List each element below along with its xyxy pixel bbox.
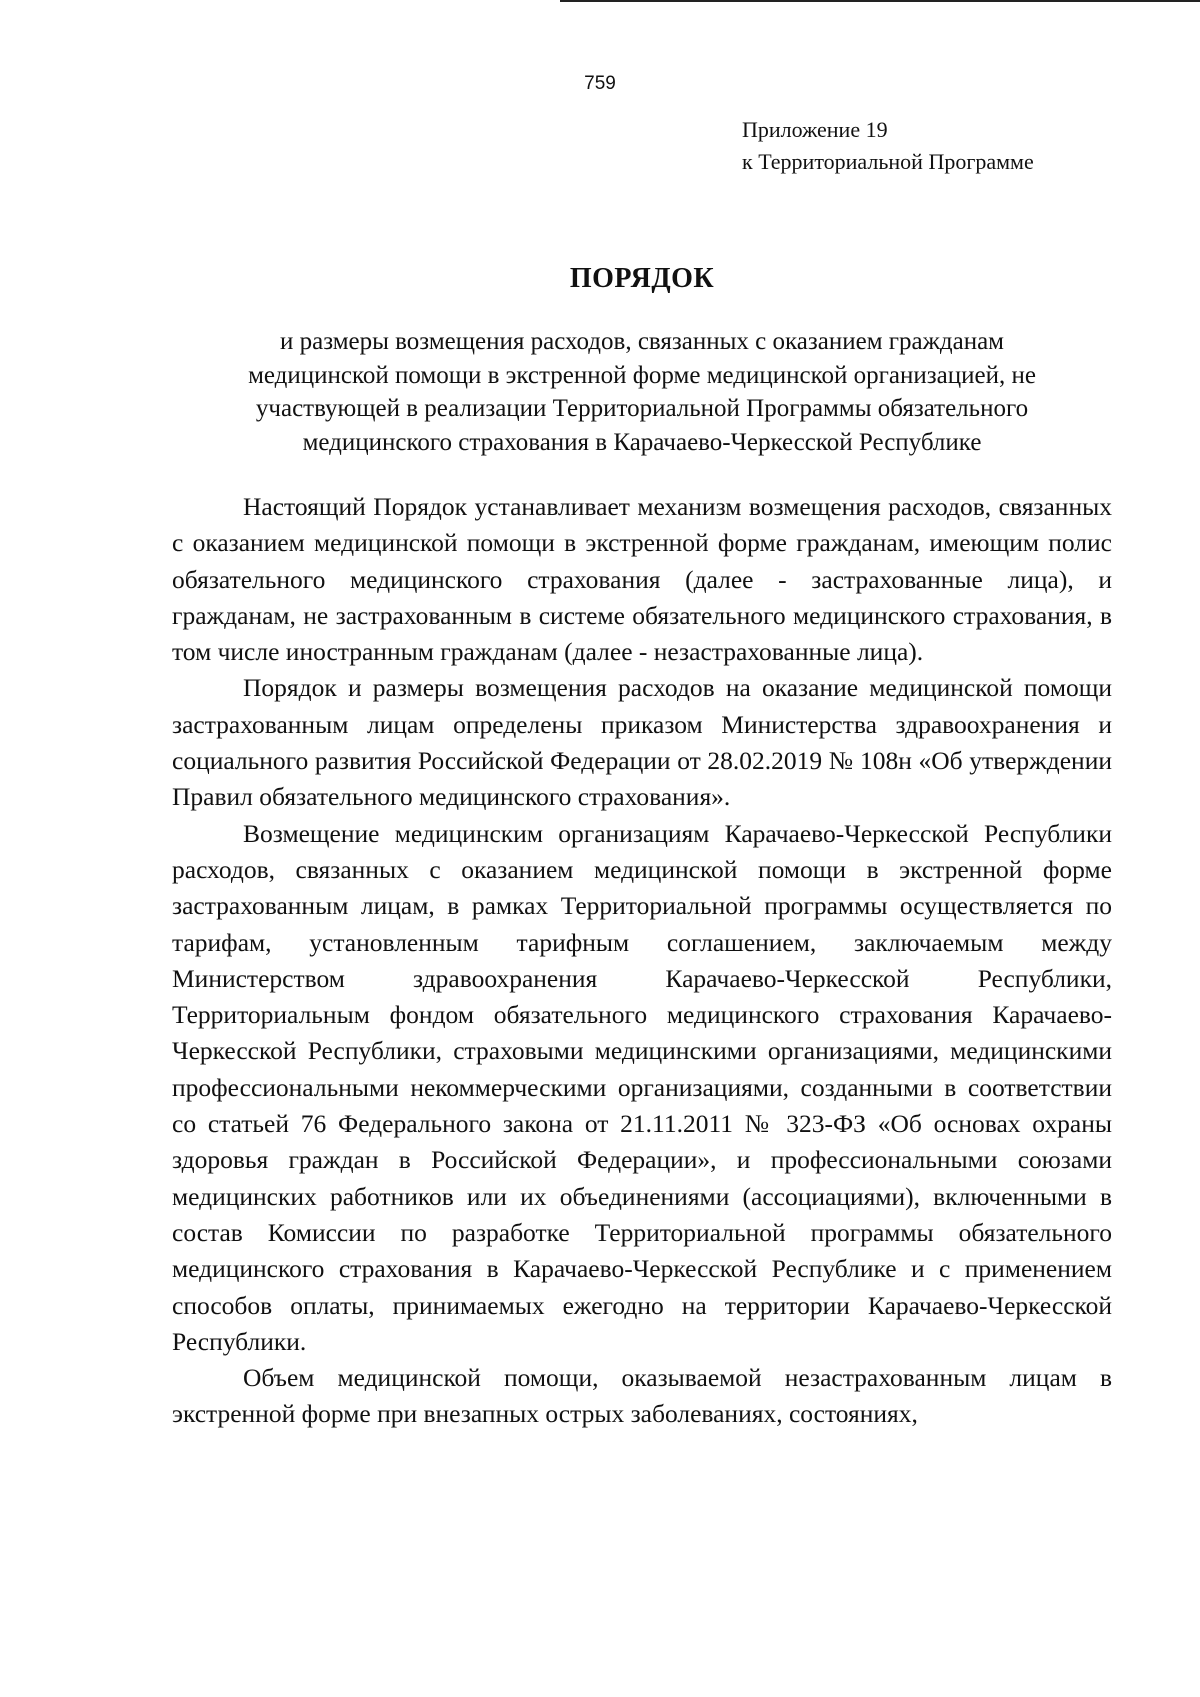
subtitle-line: медицинской помощи в экстренной форме медицинской организацией, не bbox=[248, 361, 1036, 389]
annex-line-2: к Территориальной Программе bbox=[742, 149, 1034, 174]
page-number: 759 bbox=[584, 73, 616, 94]
subtitle-line: участвующей в реализации Территориальной Программы обязательного bbox=[255, 395, 1029, 422]
subtitle-line: и размеры возмещения расходов, связанных с оказанием гражданам bbox=[279, 328, 1005, 355]
paragraph: Возмещение медицинским организациям Карачаево-Черкесской Республики расходов, связанных с оказанием медицинской помощи в экстренной форме застрахованным лицам, в рамках Территориальной программы осуществляется по тарифам, установленным тарифным соглашением, заключаемым между Министерством здравоохранения Карачаево-Черкесской Республики, Территориальным фондом обязательного медицинского страхования Карачаево-Черкесской Республики, страховыми медицинскими организациями, медицинскими профессиональными некоммерческими организациями, созданными в соответствии со статьей 76 Федерального закона от 21.11.2011 № 323-ФЗ «Об основах охраны здоровья граждан в Российской Федерации», и профессиональными союзами медицинских работников или их объединениями (ассоциациями), включенными в состав Комиссии по разработке Территориальной программы обязательного медицинского страхования в Карачаево-Черкесской Республике и с применением способов оплаты, принимаемых ежегодно на территории Карачаево-Черкесской Республики. bbox=[172, 818, 1112, 1356]
paragraph: Объем медицинской помощи, оказываемой незастрахованным лицам в экстренной форме при внезапных острых заболеваниях, состояниях, bbox=[172, 1363, 1112, 1429]
document-title: ПОРЯДОК bbox=[569, 263, 715, 294]
annex-reference bbox=[742, 114, 1034, 178]
scan-edge-line bbox=[560, 0, 1200, 2]
document-body bbox=[172, 489, 1112, 1433]
subtitle-line: медицинского страхования в Карачаево-Черкесской Республике bbox=[302, 428, 982, 456]
annex-line-1: Приложение 19 bbox=[742, 117, 888, 142]
document-subtitle bbox=[170, 325, 1114, 459]
paragraph: Порядок и размеры возмещения расходов на оказание медицинской помощи застрахованным лицам определены приказом Министерства здравоохранения и социального развития Российской Федерации от 28.02.2019 № 108н «Об утверждении Правил обязательного медицинского страхования». bbox=[172, 673, 1112, 812]
paragraph: Настоящий Порядок устанавливает механизм возмещения расходов, связанных с оказанием медицинской помощи в экстренной форме гражданам, имеющим полис обязательного медицинского страхования (далее - застрахованные лица), и гражданам, не застрахованным в системе обязательного медицинского страхования, в том числе иностранным гражданам (далее - незастрахованные лица). bbox=[172, 492, 1112, 667]
